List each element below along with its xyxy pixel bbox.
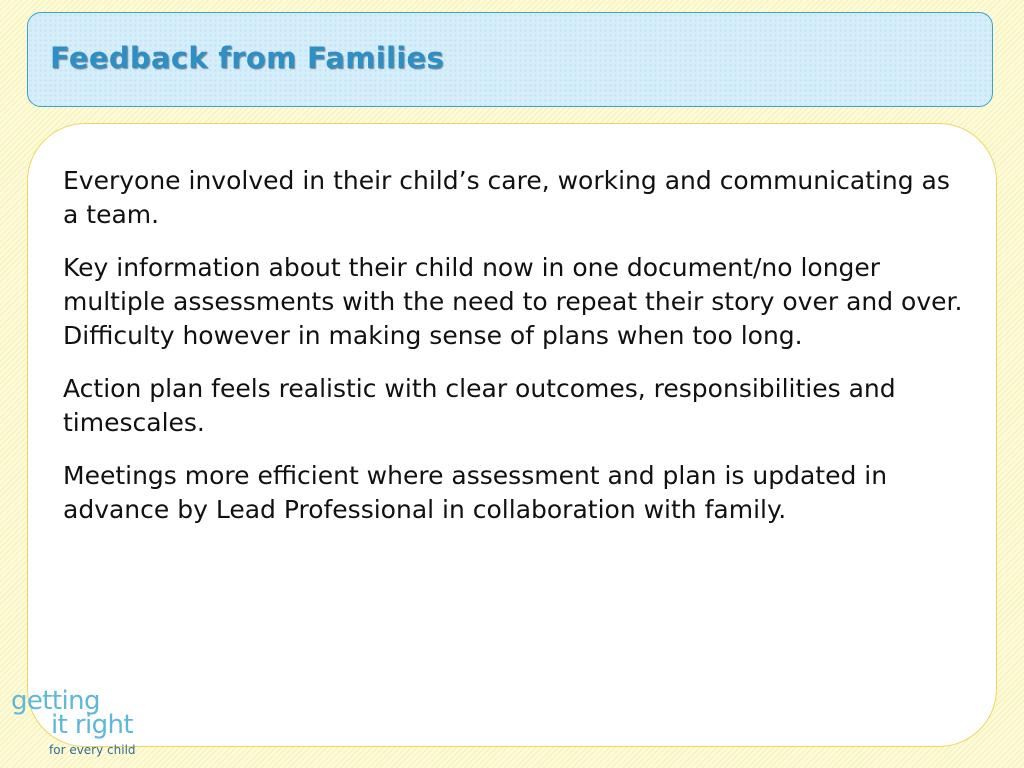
- content-box: [27, 123, 997, 747]
- logo-line-getting: getting: [11, 686, 100, 716]
- paragraph: Everyone involved in their child’s care, working and communicating as a team.: [63, 166, 950, 229]
- logo-line-it-right: it right: [51, 710, 133, 740]
- slide-title: Feedback from Families: [50, 41, 445, 75]
- logo-line-for-every-child: for every child: [49, 743, 136, 757]
- paragraph: Meetings more efficient where assessment and plan is updated in advance by Lead Professional in collaboration with family.: [63, 461, 888, 524]
- paragraph: Key information about their child now in one document/no longer multiple assessments with the need to repeat their story over and over. Difficulty however in making sense of plans when too long.: [63, 253, 963, 350]
- paragraph: Action plan feels realistic with clear outcomes, responsibilities and timescales.: [63, 374, 896, 437]
- title-bar: [27, 12, 993, 107]
- body-text: [63, 164, 963, 546]
- getting-it-right-logo: [11, 688, 151, 764]
